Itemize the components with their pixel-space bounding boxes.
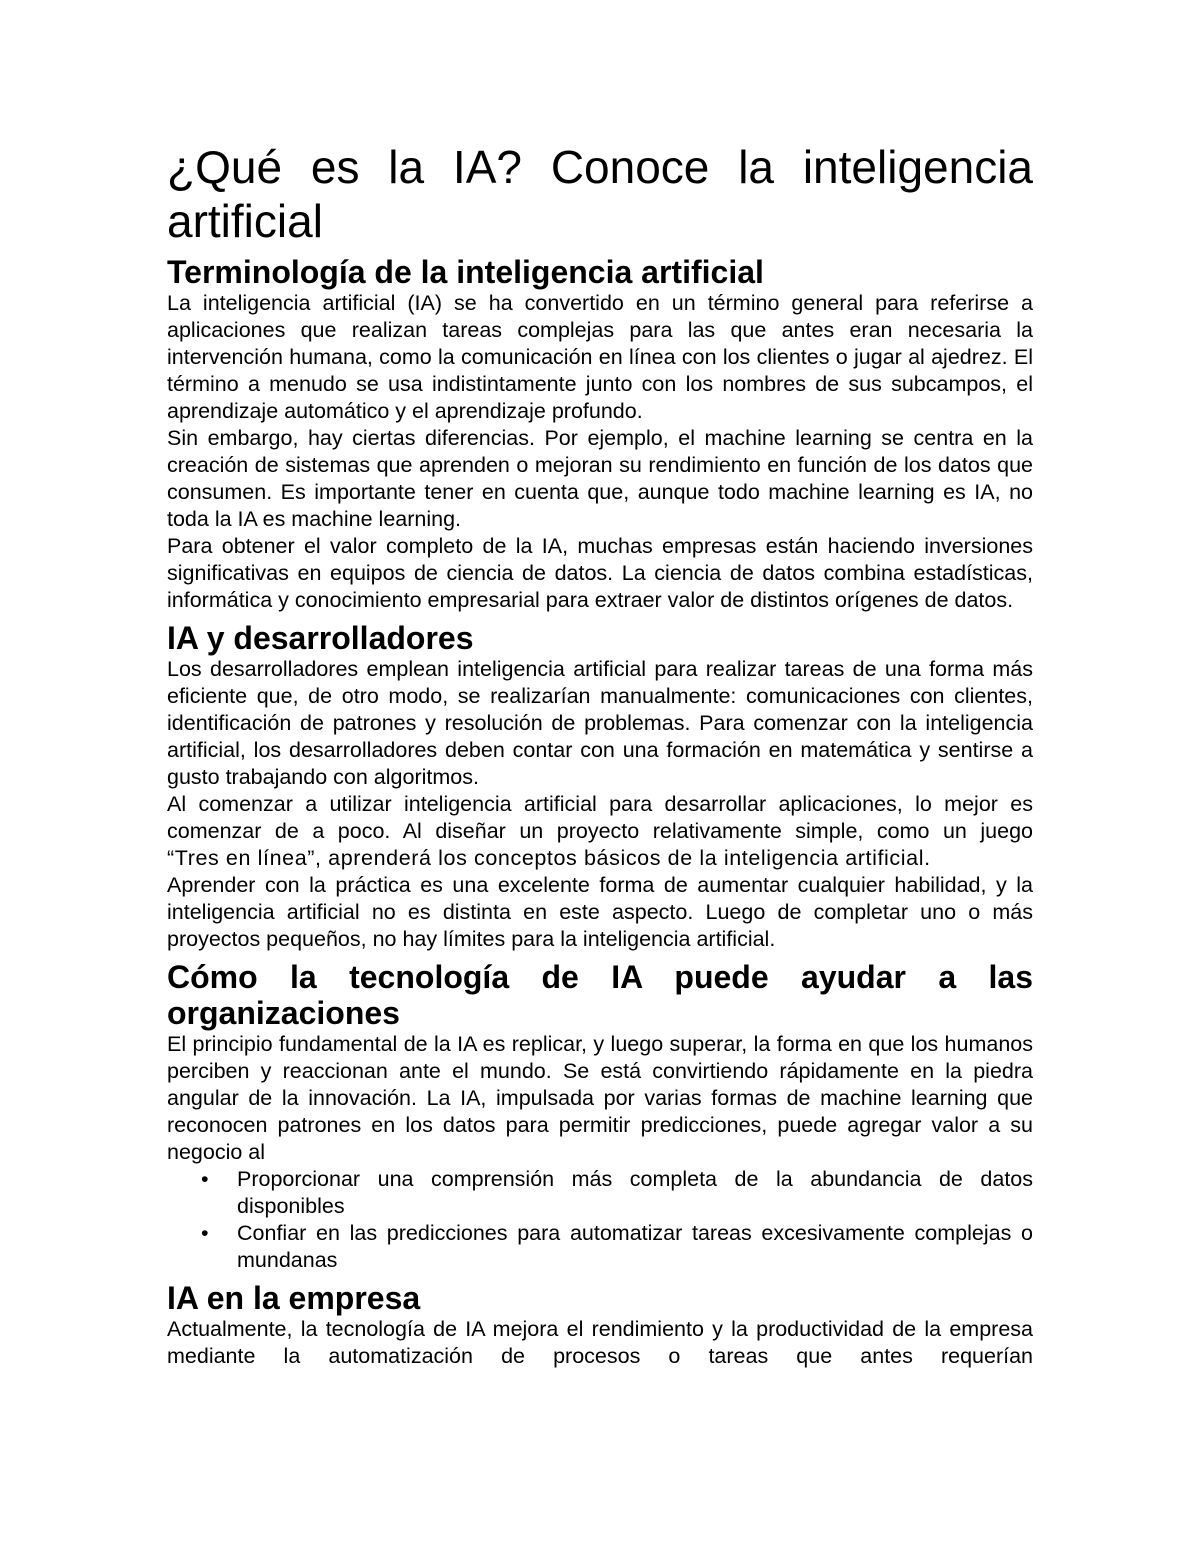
paragraph-quote-line: “Tres en línea”, aprenderá los conceptos básicos de la inteligencia artificial.: [167, 846, 931, 870]
section-empresa: [167, 1280, 1033, 1370]
bullet-icon: •: [201, 1167, 209, 1191]
paragraph: Aprender con la práctica es una excelente forma de aumentar cualquier habilidad, y la inteligencia artificial no es distinta en este aspecto. Luego de completar uno o más proyectos pequeños, no hay límites para la inteligencia artificial.: [167, 873, 1033, 951]
paragraph: Actualmente, la tecnología de IA mejora el rendimiento y la productividad de la empresa mediante la automatización de procesos o tareas que antes requerían: [167, 1317, 1033, 1368]
bullet-icon: •: [201, 1221, 209, 1245]
paragraph: La inteligencia artificial (IA) se ha convertido en un término general para referirse a aplicaciones que realizan tareas complejas para las que antes eran necesaria la intervención humana, como la comunicación en línea con los clientes o jugar al ajedrez. El término a menudo se usa indistintamente junto con los nombres de sus subcampos, el aprendizaje automático y el aprendizaje profundo.: [167, 291, 1033, 423]
list-item-text: Confiar en las predicciones para automatizar tareas excesivamente complejas o mundanas: [237, 1221, 1033, 1272]
document-page: [167, 140, 1033, 1370]
paragraph: El principio fundamental de la IA es replicar, y luego superar, la forma en que los humanos perciben y reaccionan ante el mundo. Se está convirtiendo rápidamente en la piedra angular de la innovación. La IA, impulsada por varias formas de machine learning que reconocen patrones en los datos para permitir predicciones, puede agregar valor a su negocio al: [167, 1032, 1033, 1164]
list-item-text: Proporcionar una comprensión más completa de la abundancia de datos disponibles: [237, 1167, 1033, 1218]
paragraph: Los desarrolladores emplean inteligencia artificial para realizar tareas de una forma más eficiente que, de otro modo, se realizarían manualmente: comunicaciones con clientes, identificación de patrones y resolución de problemas. Para comenzar con la inteligencia artificial, los desarrolladores deben contar con una formación en matemática y sentirse a gusto trabajando con algoritmos.: [167, 657, 1033, 789]
section-heading-line: organizaciones: [167, 995, 400, 1031]
section-organizaciones: [167, 959, 1033, 1274]
list-item: [167, 1166, 1033, 1220]
document-title: [167, 140, 1033, 248]
paragraph: Al comenzar a utilizar inteligencia artificial para desarrollar aplicaciones, lo mejor es comenzar de a poco. Al diseñar un proyecto relativamente simple, como un juego: [167, 792, 1033, 843]
list-item: [167, 1220, 1033, 1274]
bullet-list: [167, 1166, 1033, 1274]
document-title-text: ¿Qué es la IA? Conoce la inteligencia artificial: [167, 141, 1033, 247]
section-heading: Terminología de la inteligencia artificial: [167, 254, 764, 290]
paragraph: Para obtener el valor completo de la IA, muchas empresas están haciendo inversiones significativas en equipos de ciencia de datos. La ciencia de datos combina estadísticas, informática y conocimiento empresarial para extraer valor de distintos orígenes de datos.: [167, 534, 1033, 612]
section-heading: IA en la empresa: [167, 1280, 421, 1316]
section-terminologia: [167, 254, 1033, 614]
paragraph: Sin embargo, hay ciertas diferencias. Por ejemplo, el machine learning se centra en la creación de sistemas que aprenden o mejoran su rendimiento en función de los datos que consumen. Es importante tener en cuenta que, aunque todo machine learning es IA, no toda la IA es machine learning.: [167, 426, 1033, 531]
section-heading-line: Cómo la tecnología de IA puede ayudar a las: [167, 959, 1033, 995]
section-heading: [167, 959, 1033, 1031]
section-heading: IA y desarrolladores: [167, 620, 474, 656]
section-desarrolladores: [167, 620, 1033, 953]
